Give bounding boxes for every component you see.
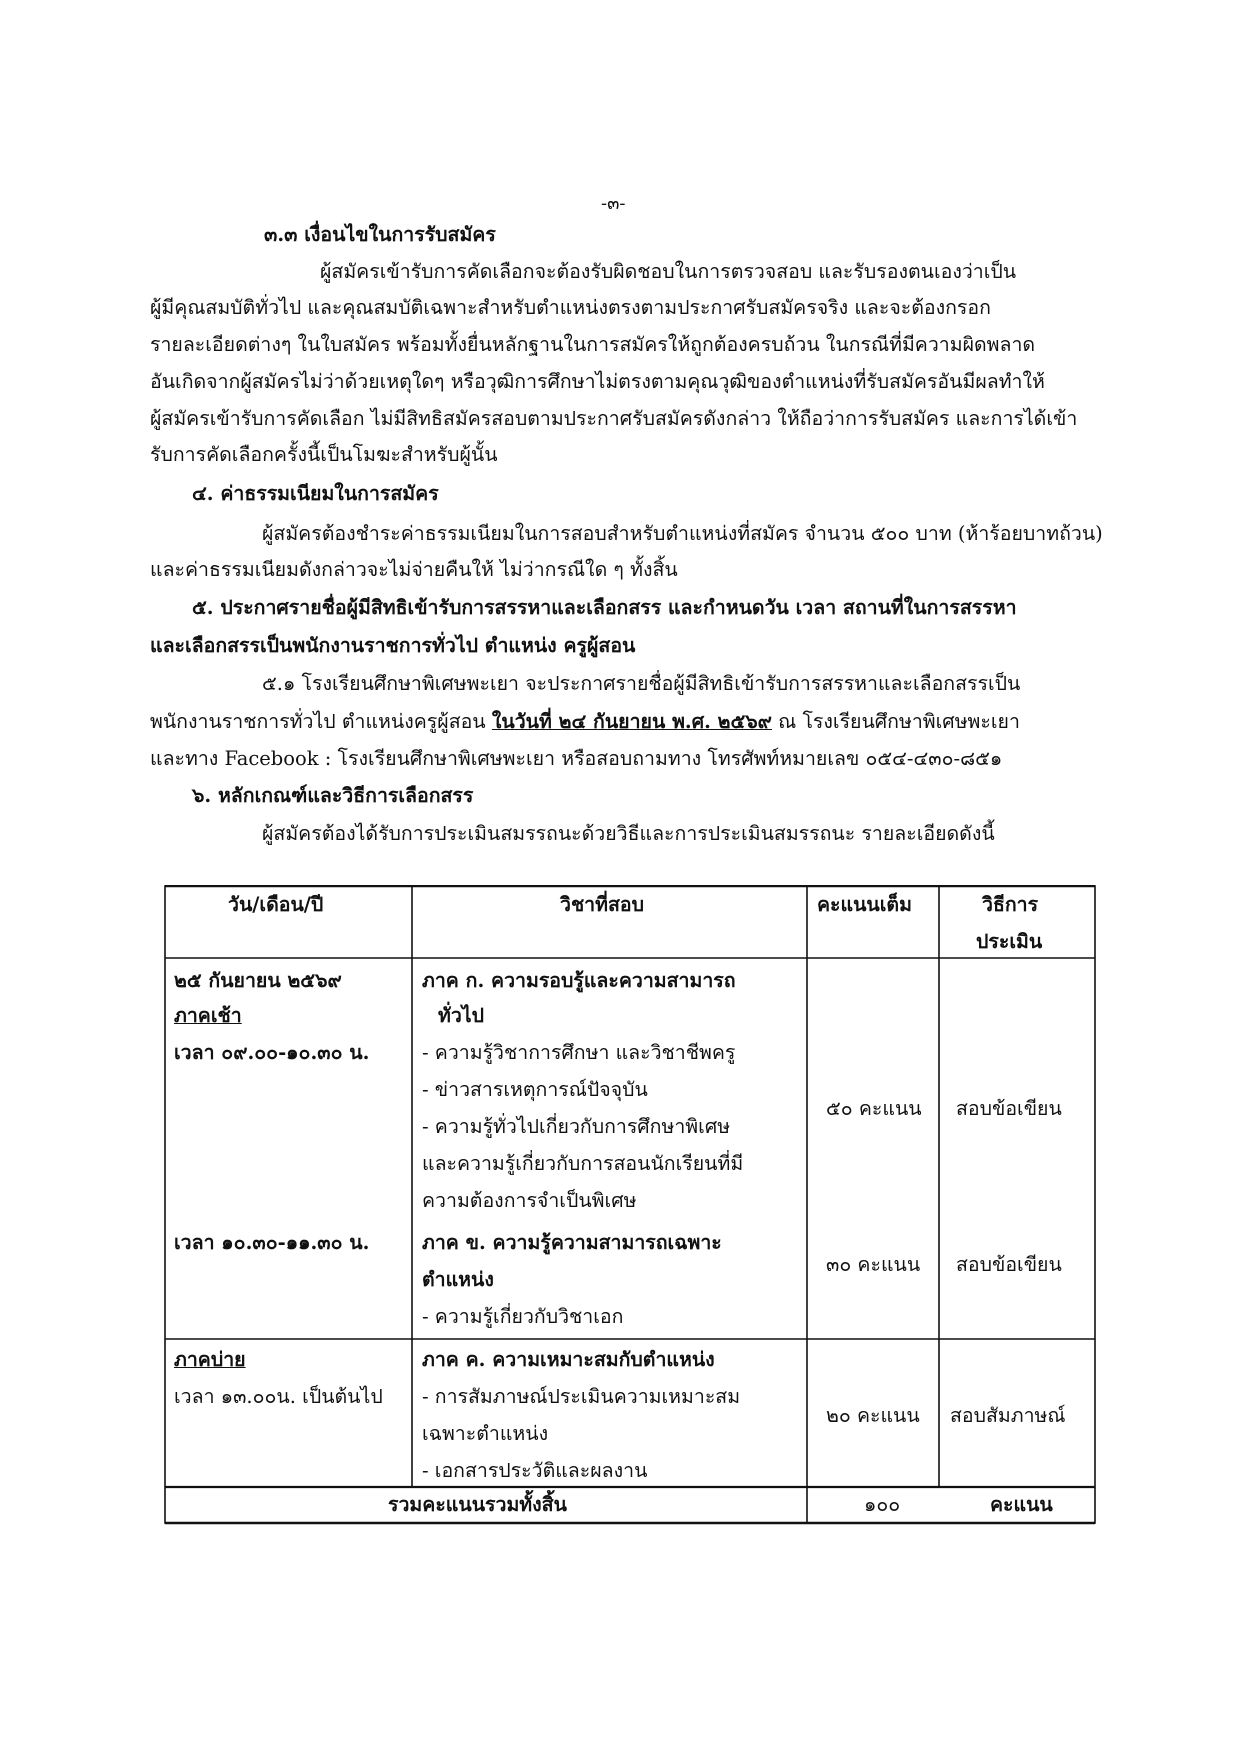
part-a-item: - ความรู้วิชาการศึกษา และวิชาชีพครู bbox=[422, 1041, 736, 1064]
section-5-1-text: พนักงานราชการทั่วไป ตำแหน่งครูผู้สอน bbox=[150, 710, 492, 733]
header-method: วิธีการ bbox=[982, 893, 1039, 916]
part-b-title: ภาค ข. ความรู้ความสามารถเฉพาะ bbox=[422, 1231, 722, 1254]
header-method-cont: ประเมิน bbox=[976, 930, 1043, 953]
section-5-1-text: ณ โรงเรียนศึกษาพิเศษพะเยา bbox=[771, 710, 1020, 733]
part-a-item: - ข่าวสารเหตุการณ์ปัจจุบัน bbox=[422, 1078, 648, 1101]
header-score: คะแนนเต็ม bbox=[817, 893, 912, 916]
section-3-3-line: รายละเอียดต่างๆ ในใบสมัคร พร้อมทั้งยื่นหลักฐานในการสมัครให้ถูกต้องครบถ้วน ในกรณีที่มีความผิดพลาด bbox=[150, 333, 1036, 356]
header-date: วัน/เดือน/ปี bbox=[228, 893, 324, 916]
page-number: -๓- bbox=[601, 193, 626, 214]
part-b-title-cont: ตำแหน่ง bbox=[422, 1268, 494, 1291]
time-slot-b: เวลา ๑๐.๓๐-๑๑.๓๐ น. bbox=[174, 1231, 370, 1254]
section-3-3-line: ผู้มีคุณสมบัติทั่วไป และคุณสมบัติเฉพาะสำหรับตำแหน่งตรงตามประกาศรับสมัครจริง และจะต้องกรอก bbox=[150, 296, 991, 319]
part-a-title: ภาค ก. ความรอบรู้และความสามารถ bbox=[422, 969, 736, 992]
total-label: รวมคะแนนรวมทั้งสิ้น bbox=[388, 1493, 567, 1516]
section-5-1-line: ๕.๑ โรงเรียนศึกษาพิเศษพะเยา จะประกาศรายชื่อผู้มีสิทธิเข้ารับการสรรหาและเลือกสรรเป็น bbox=[262, 672, 1021, 695]
section-4-line: ผู้สมัครต้องชำระค่าธรรมเนียมในการสอบสำหรับตำแหน่งที่สมัคร จำนวน ๕๐๐ บาท (ห้าร้อยบาทถ้วน) bbox=[262, 522, 1103, 545]
section-3-3-line: อันเกิดจากผู้สมัครไม่ว่าด้วยเหตุใดๆ หรือวุฒิการศึกษาไม่ตรงตามคุณวุฒิของตำแหน่งที่รับสมัครอันมีผลทำให้ bbox=[150, 370, 1045, 393]
part-c-score: ๒๐ คะแนน bbox=[826, 1404, 920, 1427]
part-b-item: - ความรู้เกี่ยวกับวิชาเอก bbox=[422, 1305, 624, 1328]
afternoon-period: ภาคบ่าย bbox=[174, 1348, 246, 1371]
part-c-title: ภาค ค. ความเหมาะสมกับตำแหน่ง bbox=[422, 1348, 715, 1371]
part-a-score: ๕๐ คะแนน bbox=[826, 1097, 922, 1120]
section-6-heading: ๖. หลักเกณฑ์และวิธีการเลือกสรร bbox=[192, 784, 474, 807]
part-b-method: สอบข้อเขียน bbox=[956, 1253, 1062, 1276]
section-6-line: ผู้สมัครต้องได้รับการประเมินสมรรถนะด้วยวิธีและการประเมินสมรรถนะ รายละเอียดดังนี้ bbox=[262, 822, 995, 845]
part-c-item: เฉพาะตำแหน่ง bbox=[422, 1422, 549, 1445]
section-3-3-line: รับการคัดเลือกครั้งนี้เป็นโมฆะสำหรับผู้นั้น bbox=[150, 443, 498, 466]
exam-schedule-table bbox=[164, 885, 1096, 1525]
total-value: ๑๐๐ bbox=[864, 1493, 901, 1516]
section-4-heading: ๔. ค่าธรรมเนียมในการสมัคร bbox=[192, 482, 439, 505]
part-a-item: - ความรู้ทั่วไปเกี่ยวกับการศึกษาพิเศษ bbox=[422, 1115, 731, 1138]
part-c-item: - เอกสารประวัติและผลงาน bbox=[422, 1459, 648, 1482]
part-c-method: สอบสัมภาษณ์ bbox=[950, 1404, 1066, 1427]
section-5-heading: ๕. ประกาศรายชื่อผู้มีสิทธิเข้ารับการสรรหาและเลือกสรร และกำหนดวัน เวลา สถานที่ในการสรรหา bbox=[192, 596, 1017, 619]
part-c-item: - การสัมภาษณ์ประเมินความเหมาะสม bbox=[422, 1385, 741, 1408]
announcement-date: ในวันที่ ๒๔ กันยายน พ.ศ. ๒๕๖๙ bbox=[491, 710, 772, 733]
total-unit: คะแนน bbox=[990, 1493, 1053, 1516]
section-3-3-heading: ๓.๓ เงื่อนไขในการรับสมัคร bbox=[264, 223, 496, 246]
part-a-item: และความรู้เกี่ยวกับการสอนนักเรียนที่มี bbox=[422, 1152, 744, 1175]
part-a-method: สอบข้อเขียน bbox=[956, 1097, 1062, 1120]
part-a-title-cont: ทั่วไป bbox=[438, 1004, 484, 1027]
header-subject: วิชาที่สอบ bbox=[560, 893, 644, 916]
section-3-3-line: ผู้สมัครเข้ารับการคัดเลือกจะต้องรับผิดชอบในการตรวจสอบ และรับรองตนเองว่าเป็น bbox=[320, 260, 1017, 283]
section-5-1-line-2 bbox=[150, 712, 1020, 732]
morning-period: ภาคเช้า bbox=[174, 1004, 242, 1027]
time-slot-a: เวลา ๐๙.๐๐-๑๐.๓๐ น. bbox=[174, 1041, 370, 1064]
part-a-item: ความต้องการจำเป็นพิเศษ bbox=[422, 1189, 637, 1212]
section-3-3-line: ผู้สมัครเข้ารับการคัดเลือก ไม่มีสิทธิสมัครสอบตามประกาศรับสมัครดังกล่าว ให้ถือว่าการรับสมัคร และการได้เข้า bbox=[150, 407, 1078, 430]
exam-date: ๒๕ กันยายน ๒๕๖๙ bbox=[174, 969, 342, 992]
section-5-heading-cont: และเลือกสรรเป็นพนักงานราชการทั่วไป ตำแหน่ง ครูผู้สอน bbox=[150, 634, 636, 657]
part-b-score: ๓๐ คะแนน bbox=[826, 1253, 921, 1276]
time-slot-c: เวลา ๑๓.๐๐น. เป็นต้นไป bbox=[174, 1385, 383, 1408]
section-5-1-line-3: และทาง Facebook : โรงเรียนศึกษาพิเศษพะเยา หรือสอบถามทาง โทรศัพท์หมายเลข ๐๕๔-๔๓๐-๘๕๑ bbox=[150, 747, 1003, 770]
section-4-line: และค่าธรรมเนียมดังกล่าวจะไม่จ่ายคืนให้ ไม่ว่ากรณีใด ๆ ทั้งสิ้น bbox=[150, 558, 678, 581]
